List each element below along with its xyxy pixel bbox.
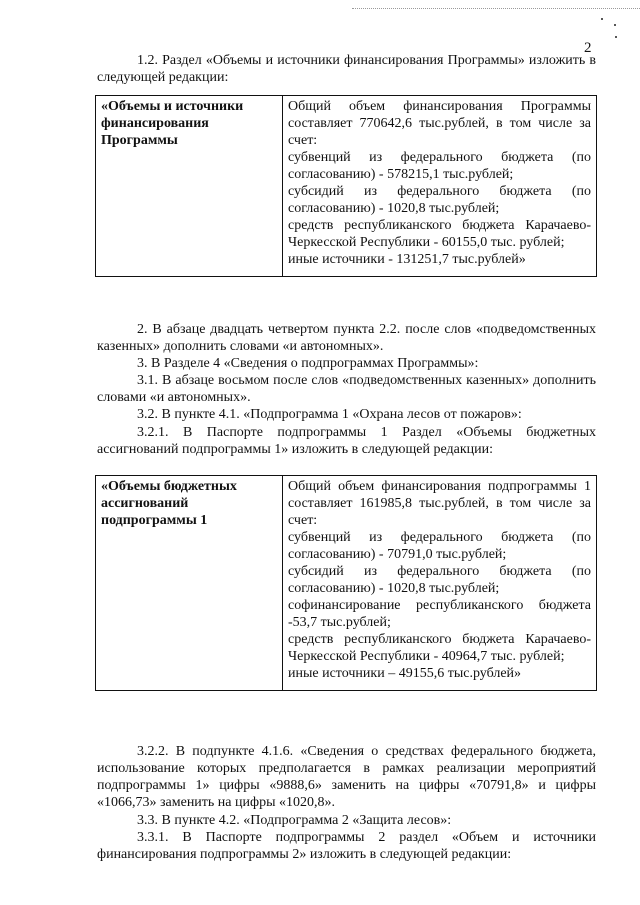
paragraph: 3.3.1. В Паспорте подпрограммы 2 раздел «Объем и источники финансирования подпрограммы 2» изложить в следующей редакции:	[97, 830, 596, 862]
funding-table-subprogram-1	[95, 475, 597, 691]
funding-table-program	[95, 95, 597, 277]
paragraph: 3.3. В пункте 4.2. «Подпрограмма 2 «Защита лесов»:	[137, 813, 452, 828]
scan-edge-line	[352, 8, 640, 9]
table-line: Общий объем финансирования подпрограммы 1 составляет 161985,8 тыс.рублей, в том числе за счет:	[288, 479, 591, 528]
paragraph: 3. В Разделе 4 «Сведения о подпрограммах Программы»:	[137, 356, 479, 371]
table-label-cell: «Объемы и источники финансирования Программы	[96, 96, 283, 277]
table-body-cell	[283, 476, 597, 691]
paragraph: 2. В абзаце двадцать четвертом пункта 2.2. после слов «подведомственных казенных» дополнить словами «и автономных».	[97, 322, 596, 354]
paragraph: 3.2.2. В подпункте 4.1.6. «Сведения о средствах федерального бюджета, использование которых предполагается в рамках реализации мероприятий подпрограммы 1» цифры «9888,6» заменить на цифры «70791,8» и цифры «1066,73» заменить на цифры «1020,8».	[97, 744, 596, 810]
paragraph: 3.2.1. В Паспорте подпрограммы 1 Раздел «Объемы бюджетных ассигнований подпрограммы 1» изложить в следующей редакции:	[97, 425, 596, 457]
table-line: иные источники – 49155,6 тыс.рублей»	[288, 666, 522, 681]
table-line: софинансирование республиканского бюджета -53,7 тыс.рублей;	[288, 598, 591, 630]
table-line: Общий объем финансирования Программы составляет 770642,6 тыс.рублей, в том числе за счет:	[288, 99, 591, 148]
page-number: 2	[584, 40, 592, 56]
paragraph: 3.2. В пункте 4.1. «Подпрограмма 1 «Охрана лесов от пожаров»:	[137, 407, 522, 422]
table-line: субсидий из федерального бюджета (по согласованию) - 1020,8 тыс.рублей;	[288, 184, 591, 216]
table-line: субсидий из федерального бюджета (по согласованию) - 1020,8 тыс.рублей;	[288, 564, 591, 596]
table-line: субвенций из федерального бюджета (по согласованию) - 70791,0 тыс.рублей;	[288, 530, 591, 562]
scan-speck	[614, 24, 616, 26]
table-line: средств республиканского бюджета Карачаево-Черкесской Республики - 60155,0 тыс. рублей;	[288, 218, 591, 250]
intro-paragraph: 1.2. Раздел «Объемы и источники финансирования Программы» изложить в следующей редакции:	[97, 53, 596, 85]
table-body-cell	[283, 96, 597, 277]
table-line: средств республиканского бюджета Карачаево-Черкесской Республики - 40964,7 тыс. рублей;	[288, 632, 591, 664]
table-label-cell: «Объемы бюджетных ассигнований подпрограммы 1	[96, 476, 283, 691]
paragraph: 3.1. В абзаце восьмом после слов «подведомственных казенных» дополнить словами «и автономных».	[97, 373, 596, 405]
table-line: субвенций из федерального бюджета (по согласованию) - 578215,1 тыс.рублей;	[288, 150, 591, 182]
scan-speck	[601, 18, 603, 20]
table-line: иные источники - 131251,7 тыс.рублей»	[288, 252, 526, 267]
scan-speck	[615, 36, 617, 38]
